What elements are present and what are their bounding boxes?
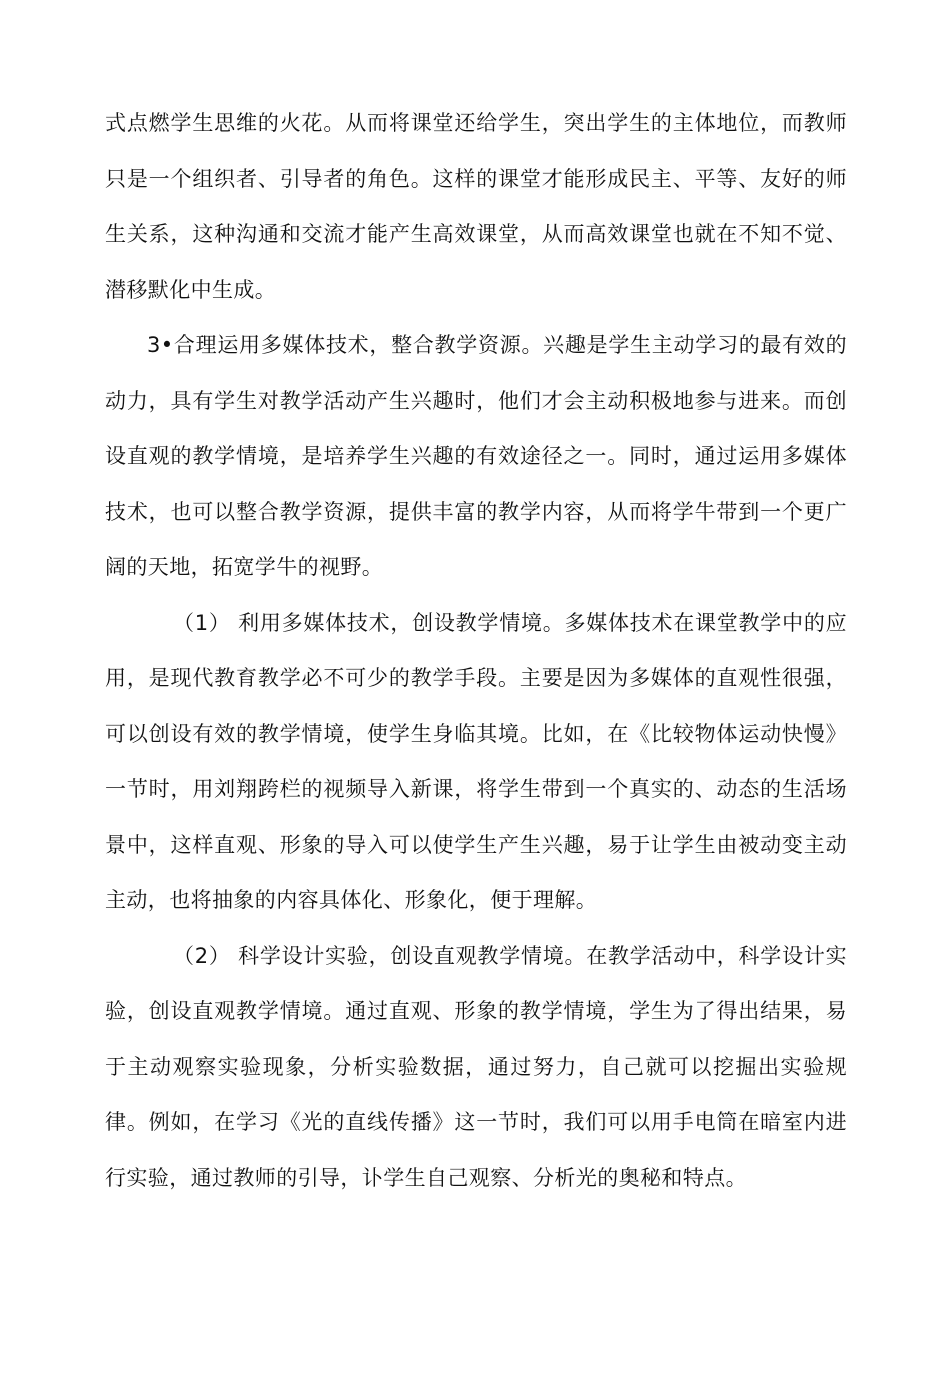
paragraph-continuation: 式点燃学生思维的火花。从而将课堂还给学生，突出学生的主体地位，而教师只是一个组织者、引导者的角色。这样的课堂才能形成民主、平等、友好的师生关系，这种沟通和交流才能产生高效课堂，从而高效课堂也就在不知不觉、潜移默化中生成。 [105, 111, 847, 302]
paragraph-point-1: （1） 利用多媒体技术，创设教学情境。多媒体技术在课堂教学中的应用，是现代教育教学必不可少的教学手段。主要是因为多媒体的直观性很强，可以创设有效的教学情境，使学生身临其境。比如，在《比较物体运动快慢》一节时，用刘翔跨栏的视频导入新课，将学生带到一个真实的、动态的生活场景中，这样直观、形象的导入可以使学生产生兴趣，易于让学生由被动变主动主动，也将抽象的内容具体化、形象化，便于理解。 [105, 610, 847, 912]
paragraph-point-2: （2） 科学设计实验，创设直观教学情境。在教学活动中，科学设计实验，创设直观教学情境。通过直观、形象的教学情境，学生为了得出结果，易于主动观察实验现象，分析实验数据，通过努力，自己就可以挖掘出实验规律。例如，在学习《光的直线传播》这一节时，我们可以用手电筒在暗室内进行实验，通过教师的引导，讣学生自己观察、分析光的奥秘和特点。 [105, 943, 847, 1190]
paragraph-multimedia: 3•合理运用多媒体技术，整合教学资源。兴趣是学生主动学习的最有效的动力，具有学生对教学活动产生兴趣时，他们才会主动积极地参与进来。而创设直观的教学情境，是培养学生兴趣的有效途径之一。同时，通过运用多媒体技术，也可以整合教学资源，提供丰富的教学内容，从而将学牛带到一个更广阔的天地，拓宽学牛的视野。 [105, 333, 847, 579]
document-body [105, 96, 847, 1206]
